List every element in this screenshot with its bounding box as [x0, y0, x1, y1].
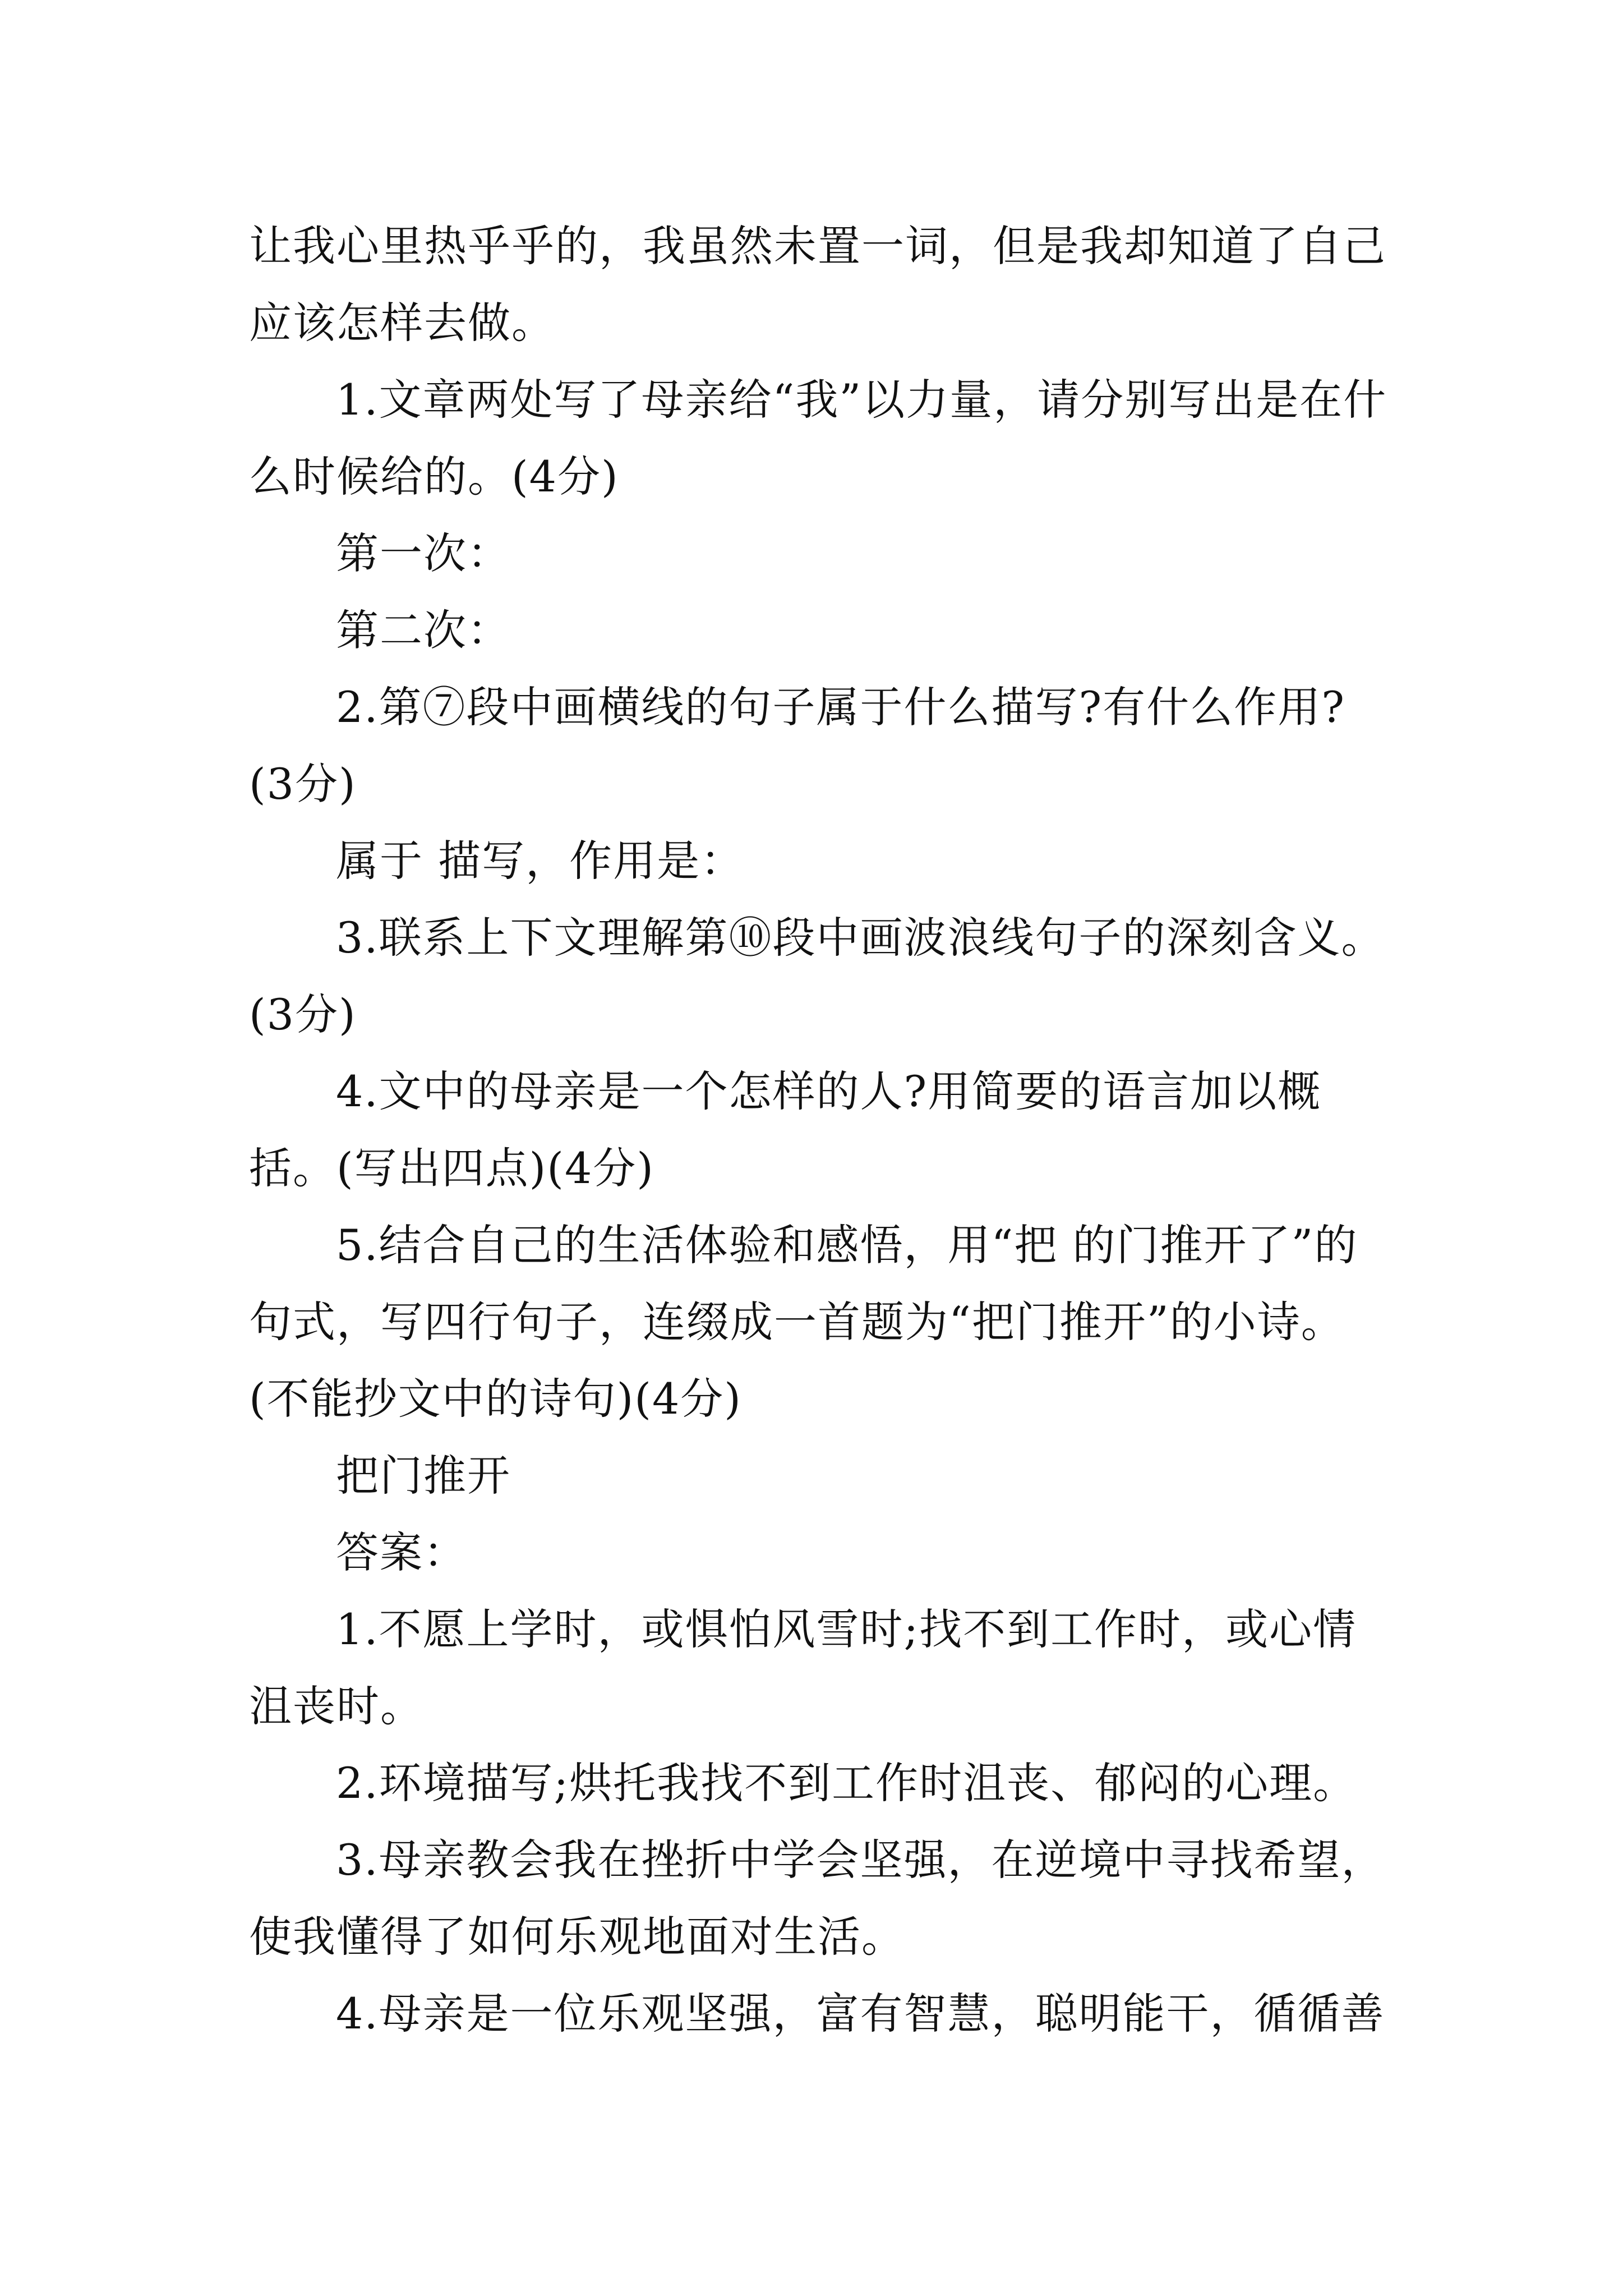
document-body — [249, 208, 1387, 2052]
answer-line-first: 第一次： — [336, 528, 511, 578]
poem-title: 把门推开 — [336, 1451, 511, 1501]
answer-1: 1.不愿上学时，或惧怕风雪时;找不到工作时，或心情沮丧时。 — [249, 1604, 1357, 1731]
answer-line-description: 属于 描写，作用是： — [336, 836, 745, 886]
answer-2: 2.环境描写;烘托我找不到工作时沮丧、郁闷的心理。 — [336, 1758, 1357, 1808]
question-4: 4.文中的母亲是一个怎样的人?用简要的语言加以概括。(写出四点)(4分) — [249, 1066, 1322, 1193]
answer-line-second: 第二次： — [336, 605, 511, 655]
paragraph-continuation: 让我心里热乎乎的，我虽然未置一词，但是我却知道了自己应该怎样去做。 — [249, 221, 1386, 348]
question-1: 1.文章两处写了母亲给“我”以力量，请分别写出是在什么时候给的。(4分) — [249, 375, 1387, 501]
answer-4: 4.母亲是一位乐观坚强，富有智慧，聪明能干，循循善 — [336, 1989, 1385, 2039]
answer-3: 3.母亲教会我在挫折中学会坚强，在逆境中寻找希望，使我懂得了如何乐观地面对生活。 — [249, 1835, 1385, 1962]
answers-heading: 答案： — [336, 1527, 467, 1577]
question-3: 3.联系上下文理解第⑩段中画波浪线句子的深刻含义。(3分) — [249, 913, 1385, 1039]
question-5: 5.结合自己的生活体验和感悟，用“把 的门推开了”的句式，写四行句子，连缀成一首题为“把门推开”的小诗。(不能抄文中的诗句)(4分) — [249, 1220, 1358, 1424]
question-2: 2.第⑦段中画横线的句子属于什么描写?有什么作用?(3分) — [249, 682, 1346, 809]
